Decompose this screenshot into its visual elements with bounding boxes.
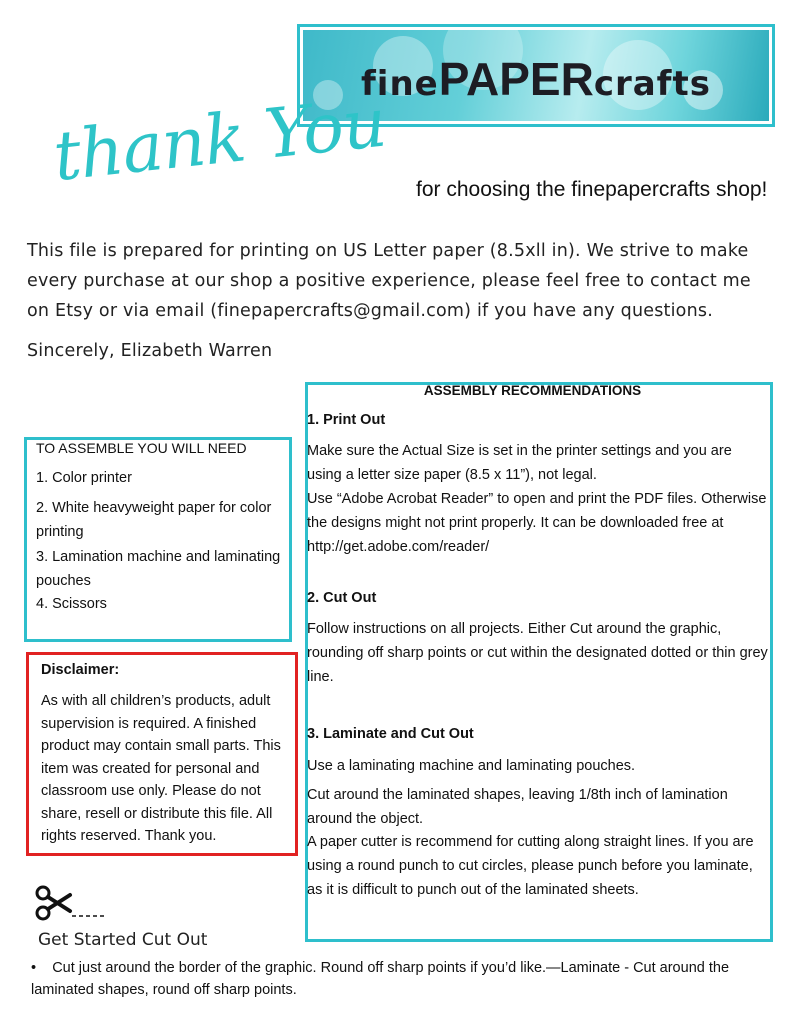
step-3-text: Cut around the laminated shapes, leaving 1/8th inch of lamination around the object. <box>307 787 728 827</box>
supplies-item: 2. White heavyweight paper for color printing <box>36 500 272 540</box>
step-2-heading: 2. Cut Out <box>307 590 377 606</box>
tagline: for choosing the finepapercrafts shop! <box>416 178 768 201</box>
step-1-text: Use “Adobe Acrobat Reader” to open and print the PDF files. Otherwise the designs might not print properly. It can be downloaded free at http://get.adobe.com/reader/ <box>307 491 767 555</box>
disclaimer-title: Disclaimer: <box>41 662 120 678</box>
intro-line-3: on Etsy or via email (finepapercrafts@gmail.com) if you have any questions. <box>27 301 713 321</box>
cut-out-label: Get Started Cut Out <box>38 930 208 950</box>
brand-logo: finePAPERcrafts <box>361 53 711 105</box>
step-3-heading: 3. Laminate and Cut Out <box>307 726 474 742</box>
supplies-item: 3. Lamination machine and laminating pouches <box>36 549 281 589</box>
step-3-text: Use a laminating machine and laminating pouches. <box>307 758 636 774</box>
intro-line-1: This file is prepared for printing on US Letter paper (8.5xll in). We strive to make <box>27 241 749 261</box>
cut-instructions-text: Cut just around the border of the graphic. Round off sharp points if you’d like.—Laminate - Cut around the laminated shapes, round off sharp points. <box>31 960 730 998</box>
step-1-heading: 1. Print Out <box>307 412 386 428</box>
supplies-item: 4. Scissors <box>36 596 107 612</box>
step-3-text: A paper cutter is recommend for cutting along straight lines. If you are using a round punch to cut circles, please punch before you laminate, as it is difficult to punch out of the laminated sheets. <box>307 834 754 898</box>
step-2-text: Follow instructions on all projects. Either Cut around the graphic, rounding off sharp points or cut within the designated dotted or thin grey line. <box>307 621 768 685</box>
scissors-icon <box>34 883 108 923</box>
cut-instructions <box>31 957 751 1001</box>
assembly-title: ASSEMBLY RECOMMENDATIONS <box>423 383 642 398</box>
supplies-title: TO ASSEMBLE YOU WILL NEED <box>36 440 247 456</box>
intro-line-2: every purchase at our shop a positive experience, please feel free to contact me <box>27 271 751 291</box>
supplies-item: 1. Color printer <box>36 470 132 486</box>
disclaimer-text: As with all children’s products, adult supervision is required. A finished product may contain small parts. This item was created for personal and classroom use only. Please do not share, resell or distribute this file. All rights reserved. Thank you. <box>41 693 281 844</box>
bullet: • <box>31 960 37 976</box>
thank-you-heading: thank You <box>49 83 390 197</box>
step-1-text: Make sure the Actual Size is set in the printer settings and you are using a letter size paper (8.5 x 11”), not legal. <box>307 443 732 483</box>
signature: Sincerely, Elizabeth Warren <box>27 341 273 361</box>
